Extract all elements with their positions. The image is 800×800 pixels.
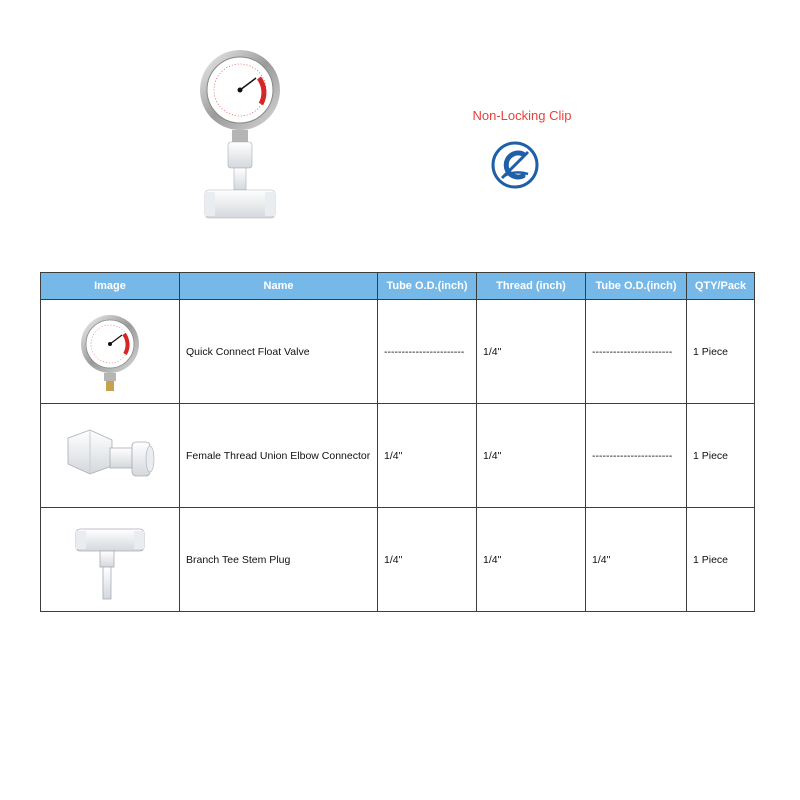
column-header-qty: QTY/Pack <box>687 273 755 300</box>
qty-cell: 1 Piece <box>687 300 755 404</box>
column-header-thread: Thread (inch) <box>477 273 586 300</box>
table-row <box>41 404 755 508</box>
non-locking-clip-label: Non-Locking Clip <box>472 108 572 123</box>
image-cell <box>41 508 180 612</box>
table-row <box>41 508 755 612</box>
column-header-image: Image <box>41 273 180 300</box>
image-cell <box>41 404 180 508</box>
tube-od-cell: 1/4" <box>378 404 477 508</box>
spec-table <box>40 272 755 612</box>
column-header-name: Name <box>180 273 378 300</box>
tube-od-2-cell: ----------------------- <box>586 404 687 508</box>
image-cell <box>41 300 180 404</box>
non-locking-clip-icon <box>490 140 540 190</box>
name-cell: Quick Connect Float Valve <box>180 300 378 404</box>
table-row <box>41 300 755 404</box>
column-header-tube-od-2: Tube O.D.(inch) <box>586 273 687 300</box>
column-header-tube-od: Tube O.D.(inch) <box>378 273 477 300</box>
qty-cell: 1 Piece <box>687 404 755 508</box>
tube-od-cell: 1/4" <box>378 508 477 612</box>
thread-cell: 1/4" <box>477 300 586 404</box>
qty-cell: 1 Piece <box>687 508 755 612</box>
female-thread-connector-image <box>60 416 160 496</box>
table-header-row <box>41 273 755 300</box>
gauge-assembly-image <box>195 48 285 228</box>
branch-tee-image <box>70 517 150 603</box>
thread-cell: 1/4" <box>477 508 586 612</box>
pressure-gauge-image <box>78 312 142 392</box>
name-cell: Branch Tee Stem Plug <box>180 508 378 612</box>
thread-cell: 1/4" <box>477 404 586 508</box>
name-cell: Female Thread Union Elbow Connector <box>180 404 378 508</box>
tube-od-2-cell: ----------------------- <box>586 300 687 404</box>
tube-od-2-cell: 1/4" <box>586 508 687 612</box>
tube-od-cell: ----------------------- <box>378 300 477 404</box>
